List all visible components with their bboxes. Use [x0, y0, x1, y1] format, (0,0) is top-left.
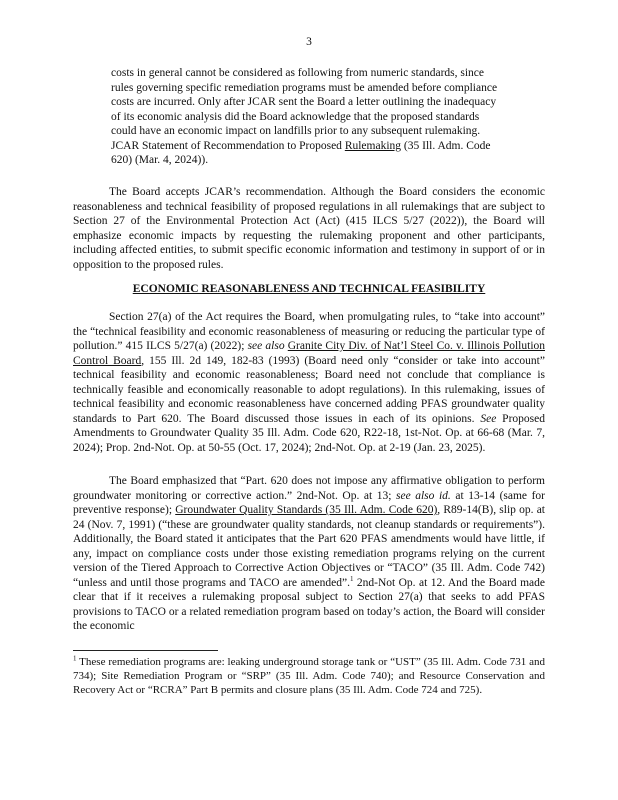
p3-case-name: Groundwater Quality Standards (35 Ill. Adm. Code 620)	[175, 504, 438, 516]
block-quote	[111, 66, 499, 168]
footnote-text: These remediation programs are: leaking underground storage tank or “UST” (35 Ill. Adm. Code 731 and 734); Site Remediation Program or “SRP” (35 Ill. Adm. Code 740); and Resource Conservation and Recovery Act or “RCRA” Part B permits and closure plans (35 Ill. Adm. Code 724 and 725).	[73, 656, 545, 696]
paragraph-section-27a	[73, 310, 545, 455]
footnote	[73, 656, 545, 697]
p2-case-name: Granite City Div. of Nat’l Steel Co. v. Illinois Pollution Control Board	[73, 340, 546, 367]
quote-text-end: (35 Ill. Adm. Code 620) (Mar. 4, 2024)).	[111, 139, 491, 166]
quote-text: costs in general cannot be considered as following from numeric standards, since rules governing specific remediation programs must be amended before compliance costs are incurred. Only after JCAR sent the Board a letter outlining the inadequacy of its economic analysis did the Board acknowledge that the proposed standards could have an economic impact on landfills prior to any subsequent rulemaking. JCAR Statement of Recommendation to Proposed	[111, 67, 498, 152]
p2-text-3: Proposed Amendments to Groundwater Quality 35 Ill. Adm. Code 620, R22-18, 1st-Not. Op. at 66-68 (Mar. 7, 2024); Prop. 2nd-Not. Op. at 50-55 (Oct. 17, 2024); 2nd-Not. Op. at 2-19 (Jan. 23, 2025).	[73, 412, 545, 454]
footnote-divider	[73, 650, 218, 651]
p2-text-2: , 155 Ill. 2d 149, 182-83 (1993) (Board need only “consider or take into account” technical feasibility and economic reasonableness; Board need not conclude that compliance is technically feasible and economically reasonable to adopt regulations). In this rulemaking, issues of technical feasibility and economic reasonableness have concerned adding PFAS groundwater quality standards to Part 620. The Board discussed those issues in each of its opinions.	[73, 354, 545, 425]
p2-signal-see: See	[480, 412, 497, 425]
section-heading: ECONOMIC REASONABLENESS AND TECHNICAL FEASIBILITY	[132, 283, 486, 295]
p3-text-2: at 13-14 (same for preventive response);	[73, 489, 545, 516]
footnote-marker: 1	[73, 654, 77, 663]
p3-signal-see-also-id: see also id.	[395, 489, 451, 502]
page-number: 3	[306, 36, 312, 48]
quote-citation-underlined: Rulemaking	[344, 139, 402, 152]
p3-text-4: 2nd-Not Op. at 12. And the Board made clear that if it receives a rulemaking proposal subject to Section 27(a) that seeks to add PFAS provisions to TACO or a related remediation program based on today’s action, the Board will consider the economic	[73, 576, 545, 632]
paragraph-part-620-obligations	[73, 474, 545, 634]
paragraph-jcar-recommendation: The Board accepts JCAR’s recommendation. Although the Board considers the economic reasonableness and technical feasibility of proposed regulations in all rulemakings that are subject to Section 27 of the Environmental Protection Act (Act) (415 ILCS 5/27 (2022)), the Board will emphasize economic impacts by requesting the rulemaking proponent and other participants, including affected entities, to submit specific economic information and testimony in support of or in opposition to the proposed rules.	[73, 186, 545, 271]
footnote-reference: 1	[349, 574, 354, 583]
p2-signal-see-also: see also	[247, 340, 285, 352]
p2-text-1: Section 27(a) of the Act requires the Board, when promulgating rules, to “take into account” the “technical feasibility and economic reasonableness of measuring or reducing the particular type of pollution.” 415 ILCS 5/27(a) (2022);	[73, 311, 545, 352]
p3-text-3: , R89-14(B), slip op. at 24 (Nov. 7, 1991) (“these are groundwater quality standards, not cleanup standards or requirements”). Additionally, the Board stated it anticipates that the Part 620 PFAS amendments would have little, if any, impact on compliance costs under those existing remediation programs relying on the current version of the Tiered Approach to Corrective Action Objectives or “TACO” (35 Ill. Adm. Code 742) “unless and until those programs and TACO are amended”.	[73, 504, 546, 589]
p3-text-1: The Board emphasized that “Part. 620 does not impose any affirmative obligation to perform groundwater monitoring or corrective action.” 2nd-Not. Op. at 13;	[73, 475, 545, 502]
